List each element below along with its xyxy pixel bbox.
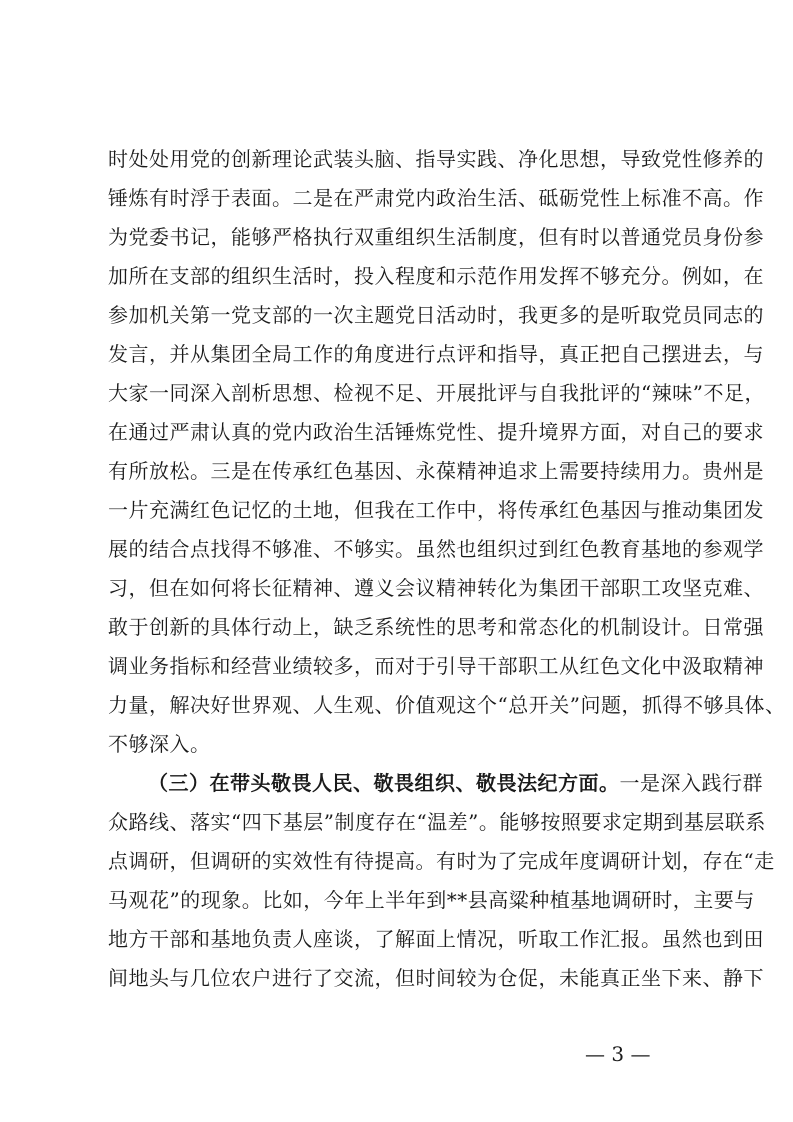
paragraph-2-line-4: 马观花”的现象。比如，今年上半年到**县高粱种植基地调研时，主要与 [108, 888, 755, 912]
paragraph-1-line-12: 习，但在如何将长征精神、遵义会议精神转化为集团干部职工攻坚克难、 [108, 576, 764, 600]
section-heading: （三）在带头敬畏人民、敬畏组织、敬畏法纪方面。 [148, 771, 620, 795]
paragraph-1-line-11: 展的结合点找得不够准、不够实。虽然也组织过到红色教育基地的参观学 [108, 537, 764, 561]
paragraph-2-line-2: 众路线、落实“四下基层”制度存在“温差”。能够按照要求定期到基层联系 [108, 810, 766, 834]
paragraph-1-line-7: 大家一同深入剖析思想、检视不足、开展批评与自我批评的“辣味”不足， [108, 381, 765, 405]
paragraph-2-first-line-text: 一是深入践行群 [619, 771, 763, 795]
paragraph-2-first-line [148, 771, 763, 795]
paragraph-2-line-3: 点调研，但调研的实效性有待提高。有时为了完成年度调研计划，存在“走 [108, 849, 775, 873]
paragraph-1-line-9: 有所放松。三是在传承红色基因、永葆精神追求上需要持续用力。贵州是 [108, 459, 764, 483]
paragraph-1-line-16: 不够深入。 [108, 732, 211, 756]
paragraph-1-line-5: 参加机关第一党支部的一次主题党日活动时，我更多的是听取党员同志的 [108, 303, 764, 327]
paragraph-1-line-2: 锤炼有时浮于表面。二是在严肃党内政治生活、砥砺党性上标准不高。作 [108, 186, 764, 210]
paragraph-1-line-15: 力量，解决好世界观、人生观、价值观这个“总开关”问题，抓得不够具体、 [108, 693, 786, 717]
paragraph-1-line-14: 调业务指标和经营业绩较多，而对于引导干部职工从红色文化中汲取精神 [108, 654, 764, 678]
paragraph-1-line-1: 时处处用党的创新理论武装头脑、指导实践、净化思想，导致党性修养的 [108, 147, 764, 171]
paragraph-2-line-5: 地方干部和基地负责人座谈，了解面上情况，听取工作汇报。虽然也到田 [108, 927, 764, 951]
paragraph-1-line-8: 在通过严肃认真的党内政治生活锤炼党性、提升境界方面，对自己的要求 [108, 420, 764, 444]
paragraph-1-line-10: 一片充满红色记忆的土地，但我在工作中，将传承红色基因与推动集团发 [108, 498, 764, 522]
paragraph-1-line-3: 为党委书记，能够严格执行双重组织生活制度，但有时以普通党员身份参 [108, 225, 764, 249]
paragraph-1-line-13: 敢于创新的具体行动上，缺乏系统性的思考和常态化的机制设计。日常强 [108, 615, 764, 639]
paragraph-1-line-4: 加所在支部的组织生活时，投入程度和示范作用发挥不够充分。例如，在 [108, 264, 764, 288]
paragraph-2-line-6: 间地头与几位农户进行了交流，但时间较为仓促，未能真正坐下来、静下 [108, 966, 764, 990]
page-number: — 3 — [585, 1042, 651, 1066]
paragraph-1-line-6: 发言，并从集团全局工作的角度进行点评和指导，真正把自己摆进去，与 [108, 342, 764, 366]
